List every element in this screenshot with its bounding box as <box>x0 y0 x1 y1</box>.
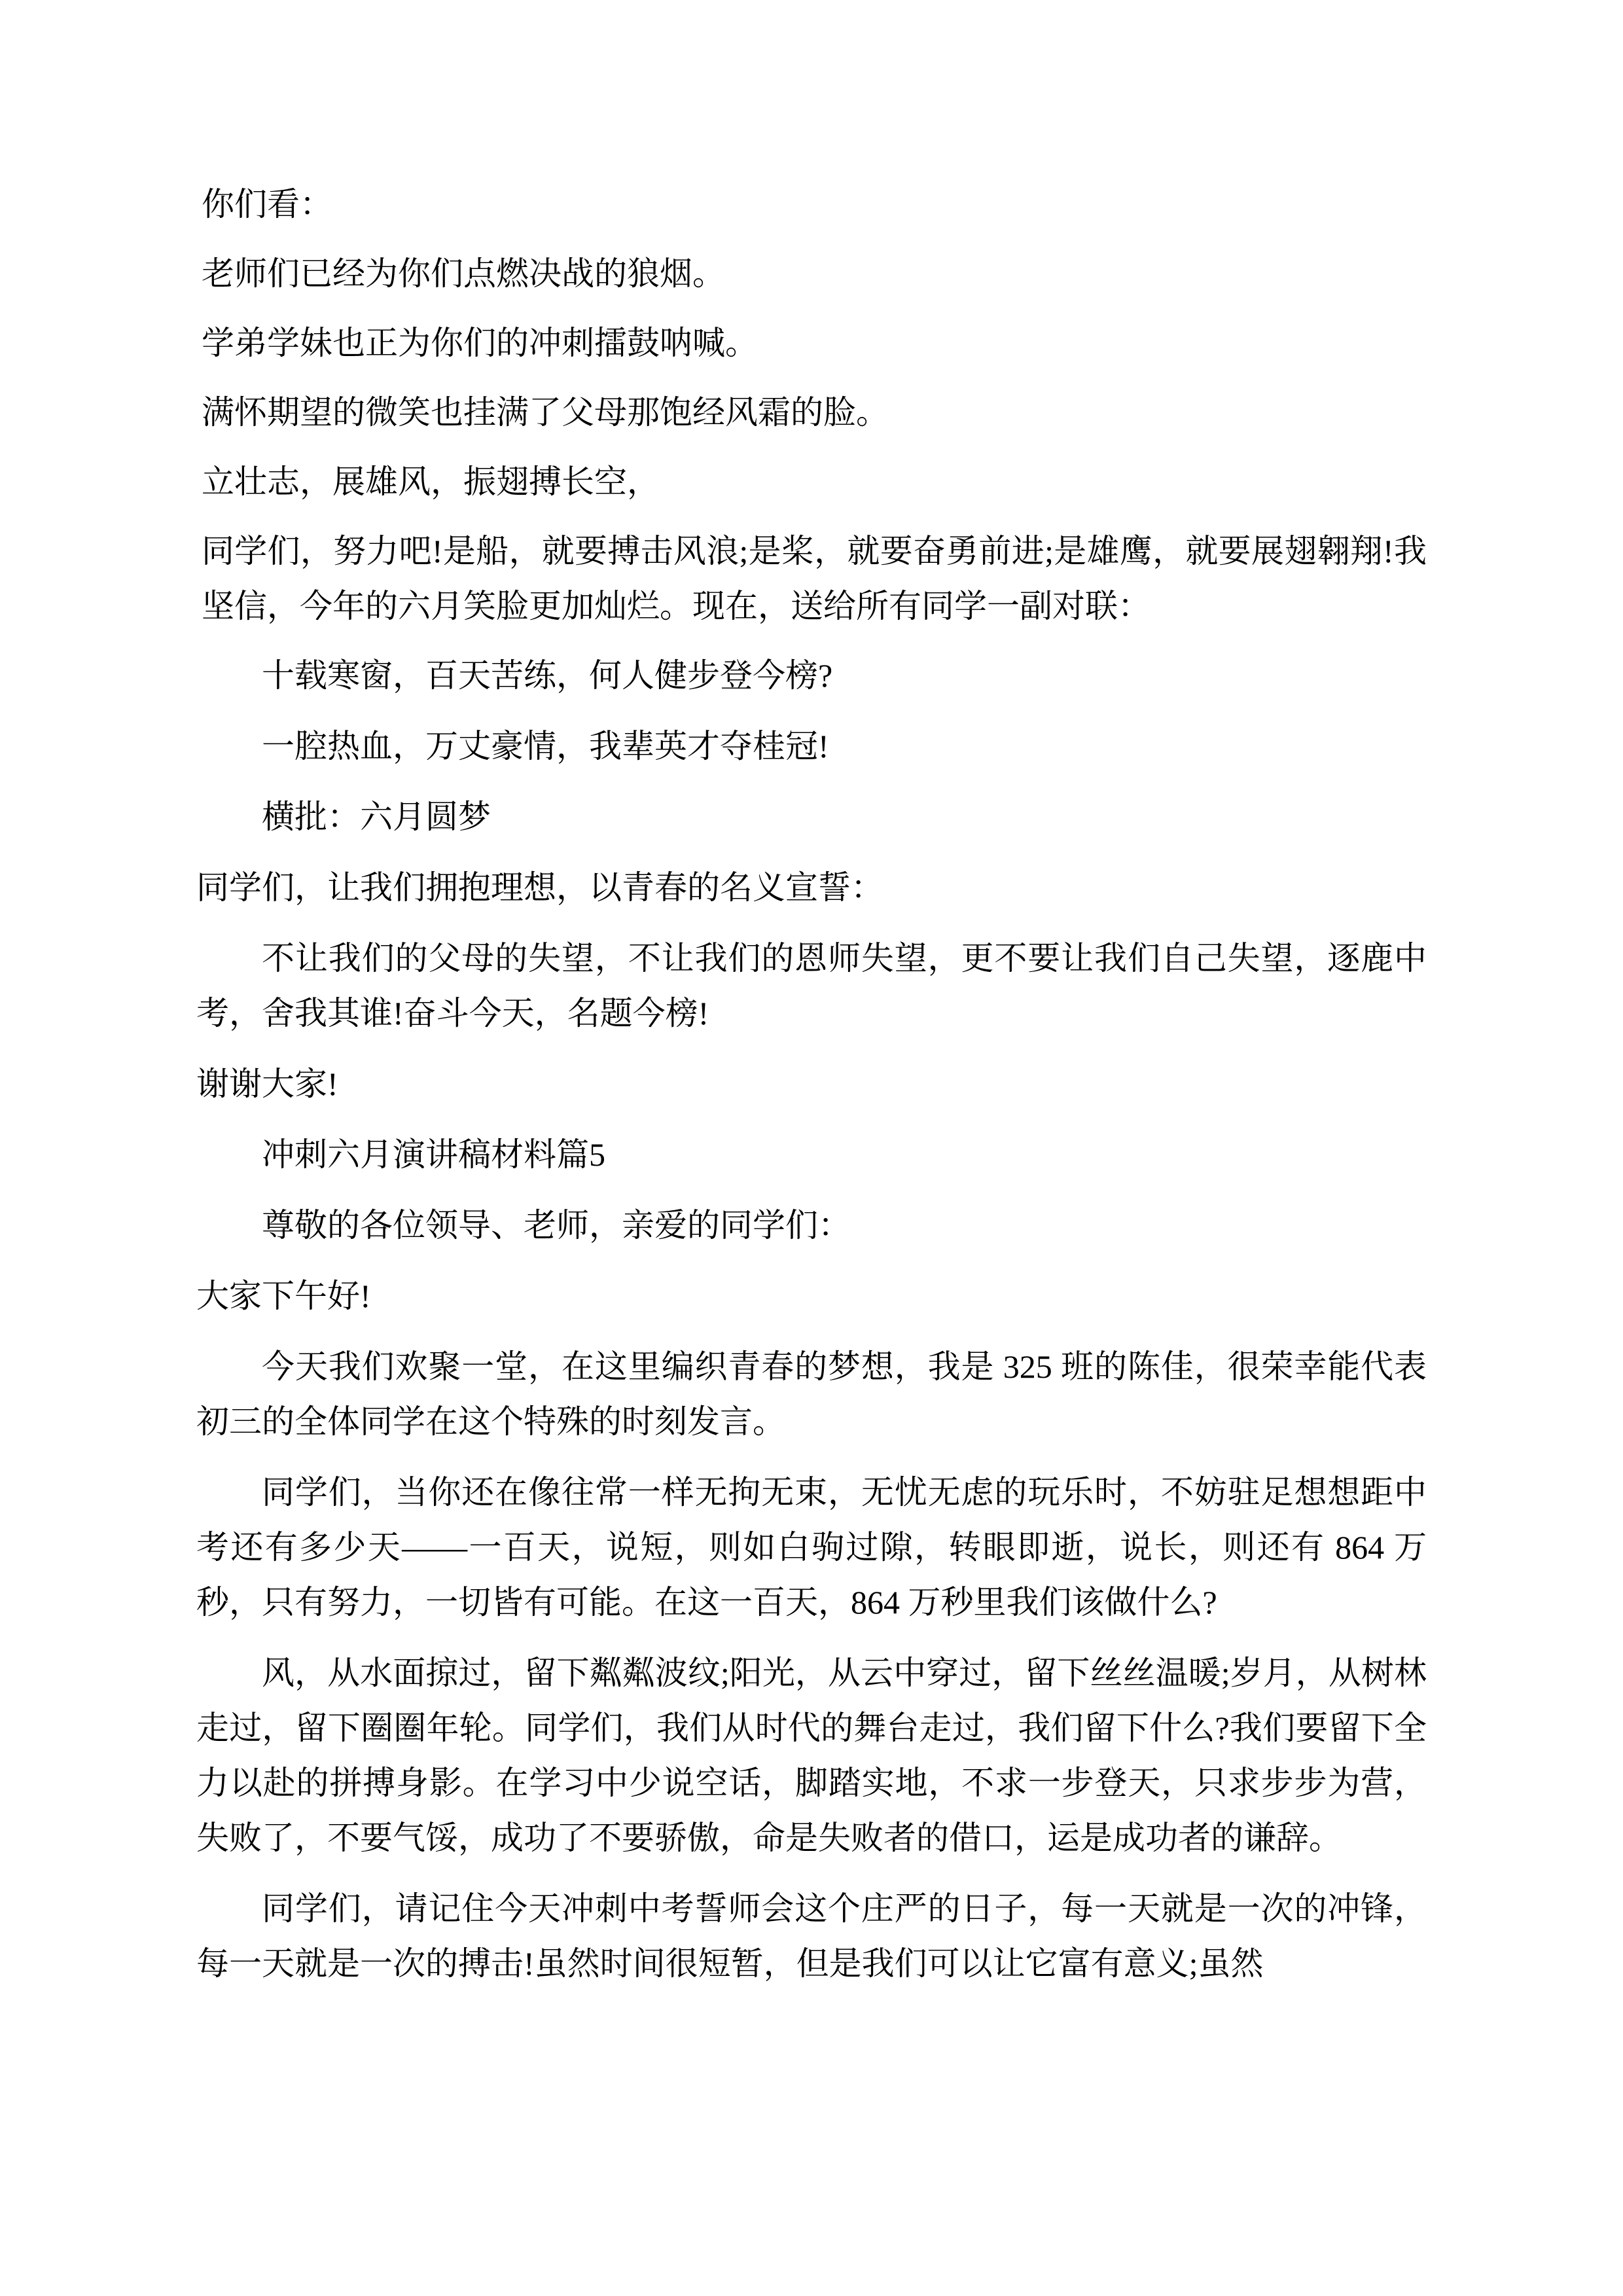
paragraph: 同学们，让我们拥抱理想，以青春的名义宣誓： <box>196 869 883 906</box>
section-heading: 冲刺六月演讲稿材料篇5 <box>262 1136 605 1173</box>
couplet-header: 横批：六月圆梦 <box>262 798 491 835</box>
opening-block <box>196 177 1427 634</box>
paragraph: 满怀期望的微笑也挂满了父母那饱经风霜的脸。 <box>202 394 889 431</box>
document-body <box>196 177 1427 1991</box>
closing-thanks: 谢谢大家! <box>196 1066 338 1102</box>
paragraph: 今天我们欢聚一堂，在这里编织青春的梦想，我是 325 班的陈佳，很荣幸能代表初三的全体同学在这个特殊的时刻发言。 <box>196 1348 1427 1440</box>
paragraph: 不让我们的父母的失望，不让我们的恩师失望，更不要让我们自己失望，逐鹿中考，舍我其谁!奋斗今天，名题今榜! <box>196 940 1427 1031</box>
paragraph: 同学们，请记住今天冲刺中考誓师会这个庄严的日子，每一天就是一次的冲锋，每一天就是一次的搏击!虽然时间很短暂，但是我们可以让它富有意义;虽然 <box>196 1890 1427 1982</box>
salutation: 尊敬的各位领导、老师，亲爱的同学们： <box>262 1207 851 1244</box>
paragraph: 老师们已经为你们点燃决战的狼烟。 <box>202 255 725 292</box>
paragraph: 立壮志，展雄风，振翅搏长空， <box>202 463 660 500</box>
paragraph: 学弟学妹也正为你们的冲刺擂鼓呐喊。 <box>202 325 758 361</box>
couplet-line-2: 一腔热血，万丈豪情，我辈英才夺桂冠! <box>262 728 829 764</box>
couplet-line-1: 十载寒窗，百天苦练，何人健步登今榜? <box>262 657 833 694</box>
paragraph: 同学们，努力吧!是船，就要搏击风浪;是桨，就要奋勇前进;是雄鹰，就要展翅翱翔!我坚信，今年的六月笑脸更加灿烂。现在，送给所有同学一副对联： <box>202 533 1427 624</box>
paragraph: 你们看： <box>202 186 332 223</box>
greeting: 大家下午好! <box>196 1278 371 1314</box>
paragraph: 同学们，当你还在像往常一样无拘无束，无忧无虑的玩乐时，不妨驻足想想距中考还有多少天——一百天，说短，则如白驹过隙，转眼即逝，说长，则还有 864 万秒，只有努力，一切皆有可能。在这一百天，864 万秒里我们该做什么? <box>196 1474 1427 1621</box>
paragraph: 风，从水面掠过，留下粼粼波纹;阳光，从云中穿过，留下丝丝温暖;岁月，从树林走过，留下圈圈年轮。同学们，我们从时代的舞台走过，我们留下什么?我们要留下全力以赴的拼搏身影。在学习中少说空话，脚踏实地，不求一步登天，只求步步为营，失败了，不要气馁，成功了不要骄傲，命是失败者的借口，运是成功者的谦辞。 <box>196 1655 1427 1856</box>
